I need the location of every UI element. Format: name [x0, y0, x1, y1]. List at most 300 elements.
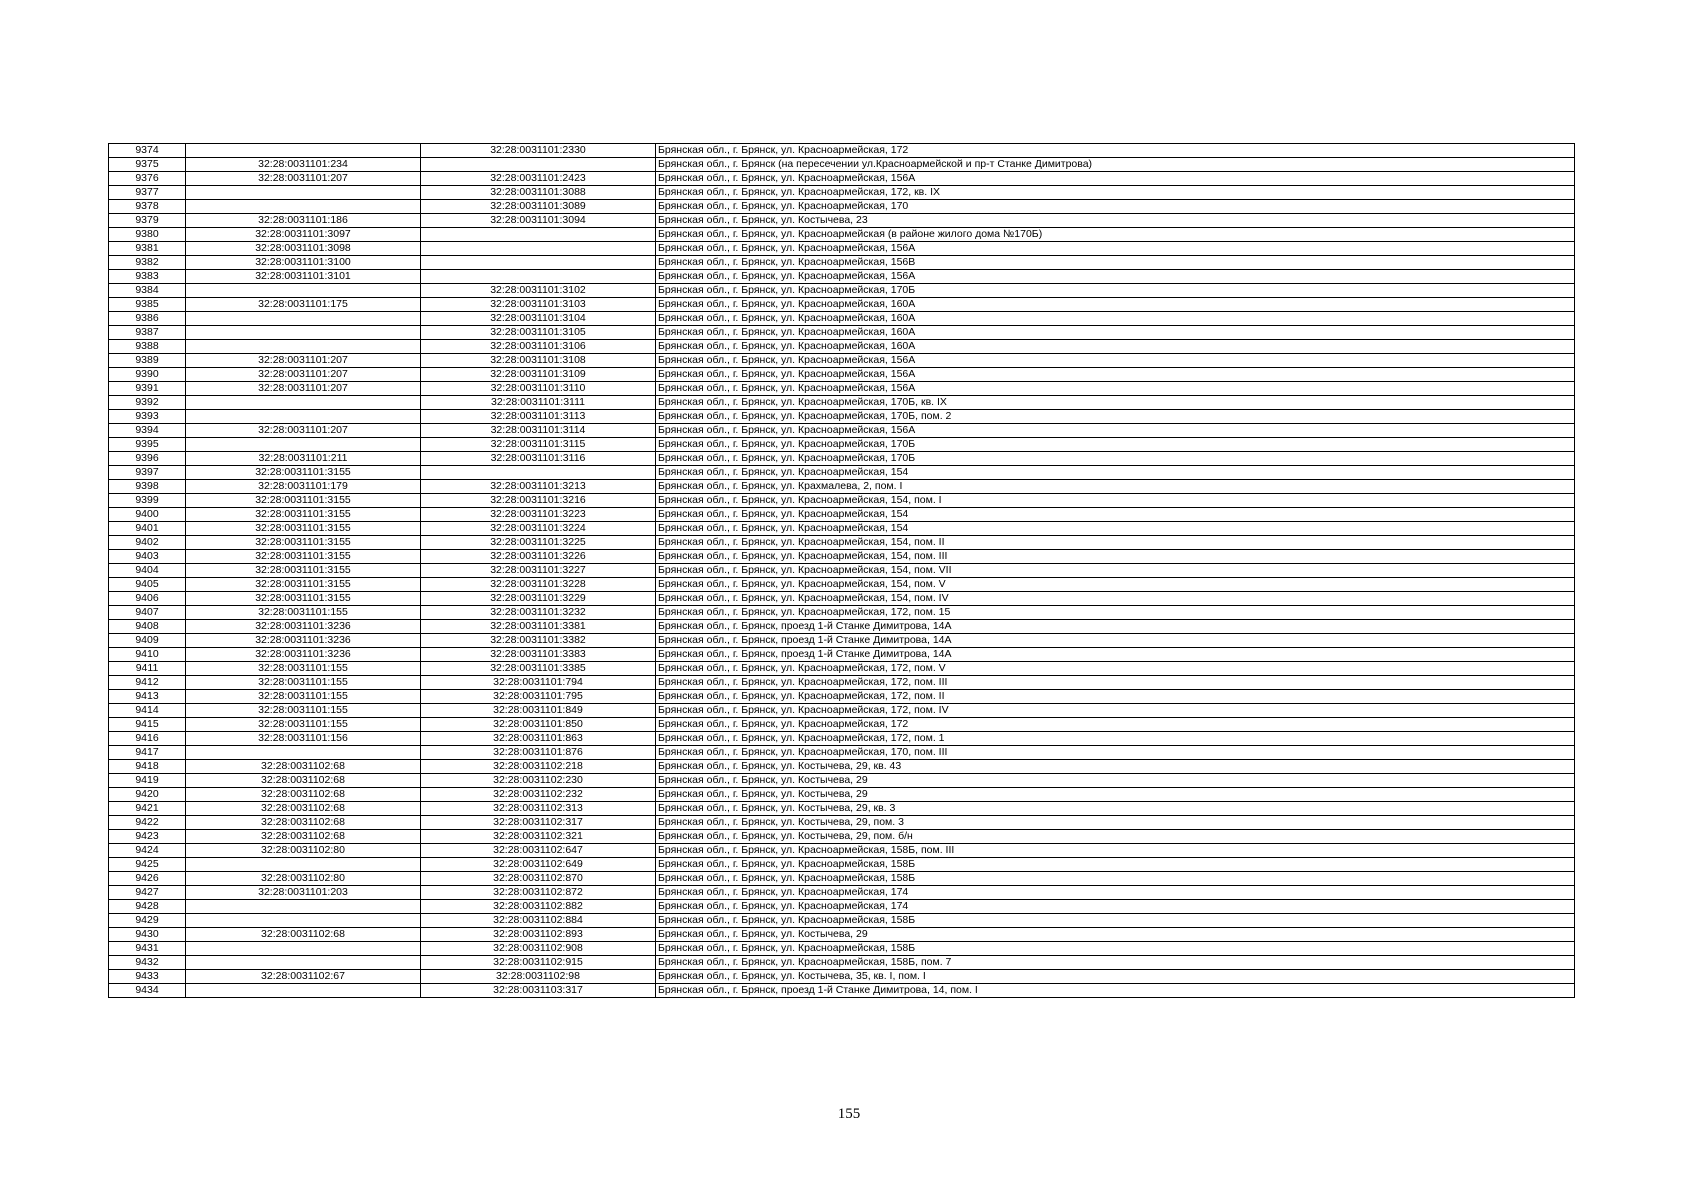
parcel-cadastral-number-cell: 32:28:0031102:68 — [186, 830, 421, 844]
row-number-cell: 9408 — [109, 620, 186, 634]
table-row — [109, 298, 1575, 312]
table-row — [109, 830, 1575, 844]
parcel-cadastral-number-cell: 32:28:0031102:80 — [186, 844, 421, 858]
address-cell: Брянская обл., г. Брянск, ул. Красноармейская, 160А — [656, 340, 1575, 354]
object-cadastral-number-cell: 32:28:0031101:3116 — [421, 452, 656, 466]
object-cadastral-number-cell: 32:28:0031102:232 — [421, 788, 656, 802]
row-number-cell: 9417 — [109, 746, 186, 760]
row-number-cell: 9426 — [109, 872, 186, 886]
address-cell: Брянская обл., г. Брянск, ул. Красноармейская, 170 — [656, 200, 1575, 214]
object-cadastral-number-cell — [421, 228, 656, 242]
table-row — [109, 480, 1575, 494]
table-row — [109, 270, 1575, 284]
table-row — [109, 340, 1575, 354]
table-row — [109, 396, 1575, 410]
parcel-cadastral-number-cell — [186, 746, 421, 760]
row-number-cell: 9404 — [109, 564, 186, 578]
table-row — [109, 144, 1575, 158]
object-cadastral-number-cell: 32:28:0031101:3114 — [421, 424, 656, 438]
object-cadastral-number-cell: 32:28:0031101:795 — [421, 690, 656, 704]
object-cadastral-number-cell: 32:28:0031102:321 — [421, 830, 656, 844]
address-cell: Брянская обл., г. Брянск, ул. Красноармейская, 154, пом. V — [656, 578, 1575, 592]
table-row — [109, 536, 1575, 550]
row-number-cell: 9379 — [109, 214, 186, 228]
row-number-cell: 9401 — [109, 522, 186, 536]
address-cell: Брянская обл., г. Брянск, ул. Красноармейская, 154, пом. III — [656, 550, 1575, 564]
parcel-cadastral-number-cell: 32:28:0031101:3155 — [186, 578, 421, 592]
parcel-cadastral-number-cell: 32:28:0031101:3155 — [186, 564, 421, 578]
row-number-cell: 9402 — [109, 536, 186, 550]
row-number-cell: 9424 — [109, 844, 186, 858]
parcel-cadastral-number-cell — [186, 438, 421, 452]
row-number-cell: 9406 — [109, 592, 186, 606]
object-cadastral-number-cell: 32:28:0031101:3223 — [421, 508, 656, 522]
parcel-cadastral-number-cell: 32:28:0031101:3155 — [186, 466, 421, 480]
address-cell: Брянская обл., г. Брянск, ул. Красноармейская, 160А — [656, 298, 1575, 312]
row-number-cell: 9419 — [109, 774, 186, 788]
address-cell: Брянская обл., г. Брянск, ул. Красноармейская, 172, кв. IX — [656, 186, 1575, 200]
address-cell: Брянская обл., г. Брянск, ул. Костычева, 29, кв. 43 — [656, 760, 1575, 774]
object-cadastral-number-cell: 32:28:0031101:3382 — [421, 634, 656, 648]
table-row — [109, 690, 1575, 704]
address-cell: Брянская обл., г. Брянск, ул. Костычева, 29 — [656, 788, 1575, 802]
registry-table-body — [109, 144, 1575, 998]
table-row — [109, 662, 1575, 676]
address-cell: Брянская обл., г. Брянск, ул. Красноармейская, 154 — [656, 466, 1575, 480]
table-row — [109, 424, 1575, 438]
row-number-cell: 9407 — [109, 606, 186, 620]
address-cell: Брянская обл., г. Брянск, ул. Красноармейская, 156А — [656, 354, 1575, 368]
table-row — [109, 284, 1575, 298]
address-cell: Брянская обл., г. Брянск, ул. Красноармейская, 160А — [656, 312, 1575, 326]
address-cell: Брянская обл., г. Брянск, ул. Красноармейская, 172, пом. IV — [656, 704, 1575, 718]
address-cell: Брянская обл., г. Брянск, ул. Красноармейская, 156А — [656, 382, 1575, 396]
table-row — [109, 214, 1575, 228]
row-number-cell: 9400 — [109, 508, 186, 522]
parcel-cadastral-number-cell: 32:28:0031101:3155 — [186, 536, 421, 550]
parcel-cadastral-number-cell: 32:28:0031101:175 — [186, 298, 421, 312]
row-number-cell: 9395 — [109, 438, 186, 452]
address-cell: Брянская обл., г. Брянск (на пересечении ул.Красноармейской и пр-т Станке Димитрова) — [656, 158, 1575, 172]
parcel-cadastral-number-cell — [186, 956, 421, 970]
address-cell: Брянская обл., г. Брянск, ул. Красноармейская, 156А — [656, 172, 1575, 186]
parcel-cadastral-number-cell — [186, 326, 421, 340]
row-number-cell: 9375 — [109, 158, 186, 172]
address-cell: Брянская обл., г. Брянск, ул. Красноармейская, 170Б, кв. IX — [656, 396, 1575, 410]
address-cell: Брянская обл., г. Брянск, ул. Красноармейская, 158Б, пом. 7 — [656, 956, 1575, 970]
table-row — [109, 648, 1575, 662]
table-row — [109, 200, 1575, 214]
row-number-cell: 9392 — [109, 396, 186, 410]
object-cadastral-number-cell: 32:28:0031101:3225 — [421, 536, 656, 550]
object-cadastral-number-cell: 32:28:0031102:870 — [421, 872, 656, 886]
table-row — [109, 242, 1575, 256]
object-cadastral-number-cell: 32:28:0031101:3228 — [421, 578, 656, 592]
object-cadastral-number-cell: 32:28:0031101:3226 — [421, 550, 656, 564]
table-row — [109, 620, 1575, 634]
table-row — [109, 718, 1575, 732]
row-number-cell: 9434 — [109, 984, 186, 998]
object-cadastral-number-cell: 32:28:0031102:317 — [421, 816, 656, 830]
address-cell: Брянская обл., г. Брянск, ул. Красноармейская, 170Б — [656, 452, 1575, 466]
object-cadastral-number-cell — [421, 466, 656, 480]
row-number-cell: 9391 — [109, 382, 186, 396]
parcel-cadastral-number-cell: 32:28:0031101:3155 — [186, 550, 421, 564]
address-cell: Брянская обл., г. Брянск, ул. Красноармейская, 154 — [656, 508, 1575, 522]
table-row — [109, 494, 1575, 508]
parcel-cadastral-number-cell — [186, 942, 421, 956]
parcel-cadastral-number-cell: 32:28:0031101:3155 — [186, 522, 421, 536]
object-cadastral-number-cell: 32:28:0031101:3229 — [421, 592, 656, 606]
row-number-cell: 9433 — [109, 970, 186, 984]
parcel-cadastral-number-cell: 32:28:0031102:68 — [186, 788, 421, 802]
address-cell: Брянская обл., г. Брянск, ул. Красноармейская, 170Б — [656, 438, 1575, 452]
row-number-cell: 9388 — [109, 340, 186, 354]
object-cadastral-number-cell: 32:28:0031101:3385 — [421, 662, 656, 676]
object-cadastral-number-cell: 32:28:0031101:3383 — [421, 648, 656, 662]
row-number-cell: 9378 — [109, 200, 186, 214]
parcel-cadastral-number-cell — [186, 914, 421, 928]
parcel-cadastral-number-cell: 32:28:0031101:207 — [186, 424, 421, 438]
address-cell: Брянская обл., г. Брянск, ул. Красноармейская, 172, пом. 15 — [656, 606, 1575, 620]
address-cell: Брянская обл., г. Брянск, ул. Красноармейская, 158Б — [656, 872, 1575, 886]
table-row — [109, 564, 1575, 578]
parcel-cadastral-number-cell: 32:28:0031101:3155 — [186, 592, 421, 606]
object-cadastral-number-cell: 32:28:0031101:3088 — [421, 186, 656, 200]
parcel-cadastral-number-cell: 32:28:0031101:3236 — [186, 648, 421, 662]
object-cadastral-number-cell: 32:28:0031101:3102 — [421, 284, 656, 298]
parcel-cadastral-number-cell: 32:28:0031101:207 — [186, 354, 421, 368]
table-row — [109, 928, 1575, 942]
parcel-cadastral-number-cell: 32:28:0031101:3236 — [186, 634, 421, 648]
address-cell: Брянская обл., г. Брянск, ул. Красноармейская (в районе жилого дома №170Б) — [656, 228, 1575, 242]
parcel-cadastral-number-cell — [186, 186, 421, 200]
address-cell: Брянская обл., г. Брянск, ул. Красноармейская, 154, пом. VII — [656, 564, 1575, 578]
table-row — [109, 816, 1575, 830]
address-cell: Брянская обл., г. Брянск, ул. Красноармейская, 172 — [656, 718, 1575, 732]
table-row — [109, 508, 1575, 522]
object-cadastral-number-cell: 32:28:0031102:313 — [421, 802, 656, 816]
row-number-cell: 9423 — [109, 830, 186, 844]
row-number-cell: 9394 — [109, 424, 186, 438]
parcel-cadastral-number-cell: 32:28:0031101:155 — [186, 662, 421, 676]
object-cadastral-number-cell: 32:28:0031102:647 — [421, 844, 656, 858]
address-cell: Брянская обл., г. Брянск, ул. Красноармейская, 172, пом. V — [656, 662, 1575, 676]
parcel-cadastral-number-cell: 32:28:0031101:156 — [186, 732, 421, 746]
address-cell: Брянская обл., г. Брянск, ул. Красноармейская, 170Б — [656, 284, 1575, 298]
table-row — [109, 788, 1575, 802]
parcel-cadastral-number-cell: 32:28:0031102:68 — [186, 774, 421, 788]
address-cell: Брянская обл., г. Брянск, ул. Крахмалева, 2, пом. I — [656, 480, 1575, 494]
row-number-cell: 9405 — [109, 578, 186, 592]
row-number-cell: 9412 — [109, 676, 186, 690]
parcel-cadastral-number-cell: 32:28:0031102:68 — [186, 760, 421, 774]
parcel-cadastral-number-cell: 32:28:0031101:207 — [186, 368, 421, 382]
address-cell: Брянская обл., г. Брянск, ул. Красноармейская, 156А — [656, 368, 1575, 382]
address-cell: Брянская обл., г. Брянск, ул. Красноармейская, 156В — [656, 256, 1575, 270]
object-cadastral-number-cell: 32:28:0031102:230 — [421, 774, 656, 788]
object-cadastral-number-cell — [421, 158, 656, 172]
row-number-cell: 9430 — [109, 928, 186, 942]
registry-table — [108, 143, 1575, 998]
row-number-cell: 9416 — [109, 732, 186, 746]
parcel-cadastral-number-cell — [186, 312, 421, 326]
object-cadastral-number-cell: 32:28:0031102:915 — [421, 956, 656, 970]
row-number-cell: 9377 — [109, 186, 186, 200]
object-cadastral-number-cell: 32:28:0031101:3110 — [421, 382, 656, 396]
address-cell: Брянская обл., г. Брянск, ул. Красноармейская, 174 — [656, 886, 1575, 900]
object-cadastral-number-cell: 32:28:0031101:3109 — [421, 368, 656, 382]
table-row — [109, 172, 1575, 186]
object-cadastral-number-cell: 32:28:0031101:3104 — [421, 312, 656, 326]
object-cadastral-number-cell: 32:28:0031101:3224 — [421, 522, 656, 536]
table-row — [109, 802, 1575, 816]
parcel-cadastral-number-cell: 32:28:0031102:80 — [186, 872, 421, 886]
table-row — [109, 452, 1575, 466]
address-cell: Брянская обл., г. Брянск, ул. Красноармейская, 170, пом. III — [656, 746, 1575, 760]
table-row — [109, 844, 1575, 858]
address-cell: Брянская обл., г. Брянск, ул. Костычева, 29, пом. 3 — [656, 816, 1575, 830]
address-cell: Брянская обл., г. Брянск, ул. Костычева, 29, кв. 3 — [656, 802, 1575, 816]
parcel-cadastral-number-cell — [186, 984, 421, 998]
table-row — [109, 592, 1575, 606]
table-row — [109, 466, 1575, 480]
table-row — [109, 872, 1575, 886]
table-row — [109, 774, 1575, 788]
object-cadastral-number-cell: 32:28:0031101:850 — [421, 718, 656, 732]
object-cadastral-number-cell: 32:28:0031101:863 — [421, 732, 656, 746]
parcel-cadastral-number-cell: 32:28:0031102:68 — [186, 816, 421, 830]
row-number-cell: 9386 — [109, 312, 186, 326]
table-row — [109, 522, 1575, 536]
address-cell: Брянская обл., г. Брянск, ул. Красноармейская, 156А — [656, 424, 1575, 438]
parcel-cadastral-number-cell: 32:28:0031101:179 — [186, 480, 421, 494]
address-cell: Брянская обл., г. Брянск, ул. Красноармейская, 156А — [656, 270, 1575, 284]
table-row — [109, 984, 1575, 998]
table-row — [109, 606, 1575, 620]
object-cadastral-number-cell — [421, 242, 656, 256]
table-row — [109, 256, 1575, 270]
address-cell: Брянская обл., г. Брянск, ул. Красноармейская, 172 — [656, 144, 1575, 158]
object-cadastral-number-cell: 32:28:0031102:98 — [421, 970, 656, 984]
table-row — [109, 326, 1575, 340]
address-cell: Брянская обл., г. Брянск, ул. Красноармейская, 154, пом. I — [656, 494, 1575, 508]
address-cell: Брянская обл., г. Брянск, ул. Красноармейская, 172, пом. II — [656, 690, 1575, 704]
parcel-cadastral-number-cell — [186, 200, 421, 214]
table-row — [109, 550, 1575, 564]
object-cadastral-number-cell: 32:28:0031101:794 — [421, 676, 656, 690]
parcel-cadastral-number-cell — [186, 858, 421, 872]
table-row — [109, 438, 1575, 452]
table-row — [109, 900, 1575, 914]
table-row — [109, 676, 1575, 690]
address-cell: Брянская обл., г. Брянск, ул. Костычева, 29 — [656, 928, 1575, 942]
object-cadastral-number-cell: 32:28:0031101:3111 — [421, 396, 656, 410]
parcel-cadastral-number-cell: 32:28:0031101:207 — [186, 172, 421, 186]
row-number-cell: 9390 — [109, 368, 186, 382]
parcel-cadastral-number-cell: 32:28:0031101:155 — [186, 676, 421, 690]
address-cell: Брянская обл., г. Брянск, ул. Красноармейская, 154, пом. II — [656, 536, 1575, 550]
row-number-cell: 9421 — [109, 802, 186, 816]
address-cell: Брянская обл., г. Брянск, проезд 1-й Станке Димитрова, 14А — [656, 634, 1575, 648]
address-cell: Брянская обл., г. Брянск, ул. Костычева, 23 — [656, 214, 1575, 228]
table-row — [109, 228, 1575, 242]
row-number-cell: 9422 — [109, 816, 186, 830]
object-cadastral-number-cell: 32:28:0031101:3213 — [421, 480, 656, 494]
address-cell: Брянская обл., г. Брянск, ул. Красноармейская, 156А — [656, 242, 1575, 256]
row-number-cell: 9397 — [109, 466, 186, 480]
object-cadastral-number-cell: 32:28:0031102:893 — [421, 928, 656, 942]
object-cadastral-number-cell: 32:28:0031101:3232 — [421, 606, 656, 620]
object-cadastral-number-cell: 32:28:0031102:884 — [421, 914, 656, 928]
row-number-cell: 9418 — [109, 760, 186, 774]
table-row — [109, 886, 1575, 900]
table-row — [109, 732, 1575, 746]
address-cell: Брянская обл., г. Брянск, ул. Красноармейская, 158Б — [656, 914, 1575, 928]
row-number-cell: 9398 — [109, 480, 186, 494]
row-number-cell: 9387 — [109, 326, 186, 340]
table-row — [109, 354, 1575, 368]
address-cell: Брянская обл., г. Брянск, проезд 1-й Станке Димитрова, 14А — [656, 620, 1575, 634]
object-cadastral-number-cell: 32:28:0031101:3106 — [421, 340, 656, 354]
row-number-cell: 9413 — [109, 690, 186, 704]
table-row — [109, 368, 1575, 382]
parcel-cadastral-number-cell: 32:28:0031101:3100 — [186, 256, 421, 270]
parcel-cadastral-number-cell: 32:28:0031101:155 — [186, 606, 421, 620]
object-cadastral-number-cell: 32:28:0031102:649 — [421, 858, 656, 872]
address-cell: Брянская обл., г. Брянск, проезд 1-й Станке Димитрова, 14А — [656, 648, 1575, 662]
object-cadastral-number-cell — [421, 256, 656, 270]
row-number-cell: 9427 — [109, 886, 186, 900]
address-cell: Брянская обл., г. Брянск, проезд 1-й Станке Димитрова, 14, пом. I — [656, 984, 1575, 998]
address-cell: Брянская обл., г. Брянск, ул. Костычева, 35, кв. I, пом. I — [656, 970, 1575, 984]
table-row — [109, 970, 1575, 984]
object-cadastral-number-cell: 32:28:0031101:3113 — [421, 410, 656, 424]
table-row — [109, 410, 1575, 424]
parcel-cadastral-number-cell: 32:28:0031102:68 — [186, 802, 421, 816]
object-cadastral-number-cell: 32:28:0031101:2330 — [421, 144, 656, 158]
parcel-cadastral-number-cell: 32:28:0031101:3101 — [186, 270, 421, 284]
table-row — [109, 942, 1575, 956]
address-cell: Брянская обл., г. Брянск, ул. Красноармейская, 160А — [656, 326, 1575, 340]
table-row — [109, 158, 1575, 172]
parcel-cadastral-number-cell — [186, 900, 421, 914]
address-cell: Брянская обл., г. Брянск, ул. Костычева, 29 — [656, 774, 1575, 788]
parcel-cadastral-number-cell: 32:28:0031101:155 — [186, 690, 421, 704]
table-row — [109, 704, 1575, 718]
row-number-cell: 9414 — [109, 704, 186, 718]
table-row — [109, 186, 1575, 200]
table-row — [109, 858, 1575, 872]
object-cadastral-number-cell: 32:28:0031103:317 — [421, 984, 656, 998]
object-cadastral-number-cell: 32:28:0031101:3103 — [421, 298, 656, 312]
parcel-cadastral-number-cell: 32:28:0031102:68 — [186, 928, 421, 942]
row-number-cell: 9393 — [109, 410, 186, 424]
row-number-cell: 9396 — [109, 452, 186, 466]
row-number-cell: 9420 — [109, 788, 186, 802]
object-cadastral-number-cell: 32:28:0031102:908 — [421, 942, 656, 956]
parcel-cadastral-number-cell: 32:28:0031101:203 — [186, 886, 421, 900]
row-number-cell: 9374 — [109, 144, 186, 158]
row-number-cell: 9380 — [109, 228, 186, 242]
row-number-cell: 9385 — [109, 298, 186, 312]
row-number-cell: 9431 — [109, 942, 186, 956]
page-number: 155 — [837, 1106, 861, 1122]
row-number-cell: 9429 — [109, 914, 186, 928]
address-cell: Брянская обл., г. Брянск, ул. Красноармейская, 170Б, пом. 2 — [656, 410, 1575, 424]
row-number-cell: 9382 — [109, 256, 186, 270]
object-cadastral-number-cell: 32:28:0031101:3094 — [421, 214, 656, 228]
row-number-cell: 9411 — [109, 662, 186, 676]
parcel-cadastral-number-cell — [186, 284, 421, 298]
object-cadastral-number-cell: 32:28:0031102:218 — [421, 760, 656, 774]
row-number-cell: 9383 — [109, 270, 186, 284]
address-cell: Брянская обл., г. Брянск, ул. Красноармейская, 174 — [656, 900, 1575, 914]
row-number-cell: 9399 — [109, 494, 186, 508]
object-cadastral-number-cell: 32:28:0031101:3227 — [421, 564, 656, 578]
parcel-cadastral-number-cell: 32:28:0031101:207 — [186, 382, 421, 396]
object-cadastral-number-cell: 32:28:0031101:849 — [421, 704, 656, 718]
parcel-cadastral-number-cell — [186, 396, 421, 410]
row-number-cell: 9415 — [109, 718, 186, 732]
object-cadastral-number-cell: 32:28:0031101:2423 — [421, 172, 656, 186]
table-row — [109, 382, 1575, 396]
row-number-cell: 9389 — [109, 354, 186, 368]
parcel-cadastral-number-cell — [186, 340, 421, 354]
object-cadastral-number-cell: 32:28:0031101:3089 — [421, 200, 656, 214]
row-number-cell: 9425 — [109, 858, 186, 872]
object-cadastral-number-cell: 32:28:0031101:3216 — [421, 494, 656, 508]
row-number-cell: 9376 — [109, 172, 186, 186]
parcel-cadastral-number-cell: 32:28:0031101:186 — [186, 214, 421, 228]
object-cadastral-number-cell: 32:28:0031102:872 — [421, 886, 656, 900]
table-row — [109, 746, 1575, 760]
parcel-cadastral-number-cell — [186, 144, 421, 158]
address-cell: Брянская обл., г. Брянск, ул. Красноармейская, 158Б — [656, 942, 1575, 956]
row-number-cell: 9381 — [109, 242, 186, 256]
object-cadastral-number-cell: 32:28:0031101:876 — [421, 746, 656, 760]
address-cell: Брянская обл., г. Брянск, ул. Красноармейская, 172, пом. 1 — [656, 732, 1575, 746]
address-cell: Брянская обл., г. Брянск, ул. Красноармейская, 154 — [656, 522, 1575, 536]
address-cell: Брянская обл., г. Брянск, ул. Красноармейская, 158Б, пом. III — [656, 844, 1575, 858]
table-row — [109, 760, 1575, 774]
row-number-cell: 9384 — [109, 284, 186, 298]
row-number-cell: 9403 — [109, 550, 186, 564]
parcel-cadastral-number-cell: 32:28:0031101:3155 — [186, 508, 421, 522]
parcel-cadastral-number-cell: 32:28:0031101:3097 — [186, 228, 421, 242]
address-cell: Брянская обл., г. Брянск, ул. Красноармейская, 158Б — [656, 858, 1575, 872]
parcel-cadastral-number-cell: 32:28:0031101:234 — [186, 158, 421, 172]
object-cadastral-number-cell: 32:28:0031101:3105 — [421, 326, 656, 340]
object-cadastral-number-cell — [421, 270, 656, 284]
row-number-cell: 9428 — [109, 900, 186, 914]
parcel-cadastral-number-cell: 32:28:0031101:155 — [186, 704, 421, 718]
table-row — [109, 956, 1575, 970]
address-cell: Брянская обл., г. Брянск, ул. Красноармейская, 154, пом. IV — [656, 592, 1575, 606]
address-cell: Брянская обл., г. Брянск, ул. Костычева, 29, пом. б/н — [656, 830, 1575, 844]
object-cadastral-number-cell: 32:28:0031101:3108 — [421, 354, 656, 368]
table-row — [109, 312, 1575, 326]
table-row — [109, 914, 1575, 928]
address-cell: Брянская обл., г. Брянск, ул. Красноармейская, 172, пом. III — [656, 676, 1575, 690]
object-cadastral-number-cell: 32:28:0031101:3381 — [421, 620, 656, 634]
row-number-cell: 9432 — [109, 956, 186, 970]
parcel-cadastral-number-cell: 32:28:0031101:155 — [186, 718, 421, 732]
parcel-cadastral-number-cell: 32:28:0031101:3098 — [186, 242, 421, 256]
parcel-cadastral-number-cell: 32:28:0031101:3155 — [186, 494, 421, 508]
parcel-cadastral-number-cell: 32:28:0031101:3236 — [186, 620, 421, 634]
parcel-cadastral-number-cell: 32:28:0031102:67 — [186, 970, 421, 984]
